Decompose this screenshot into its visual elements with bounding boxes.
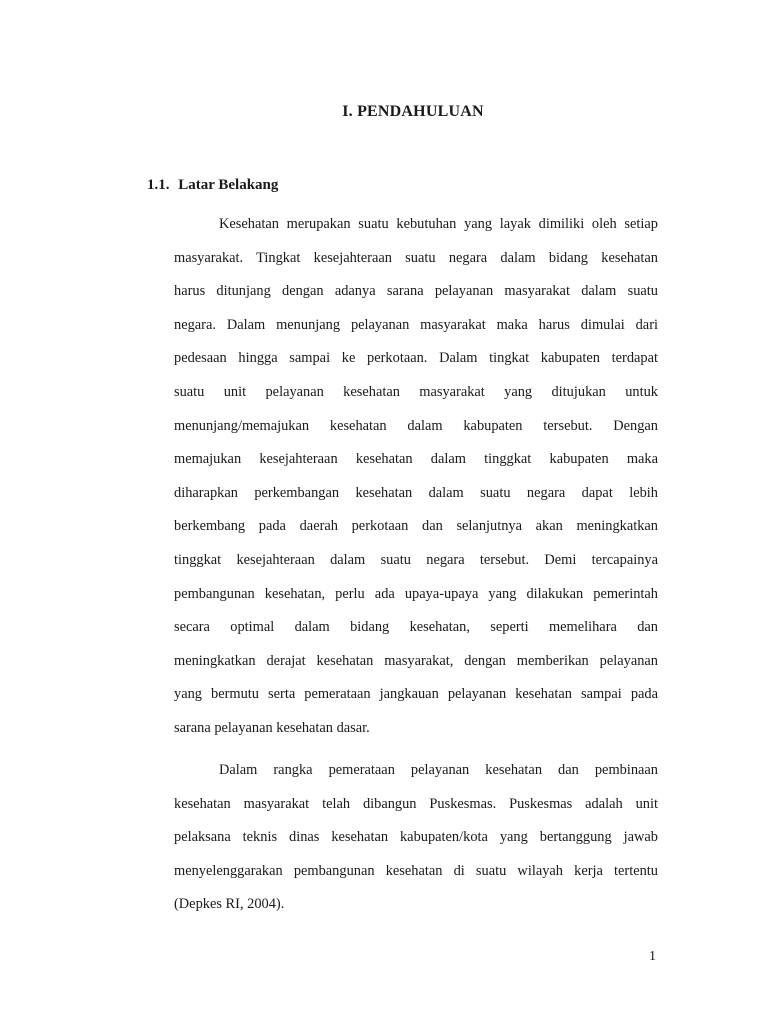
section-title: Latar Belakang [178,177,279,193]
section-number: 1.1. [147,177,170,193]
section-heading [147,177,278,194]
paragraph-line: Dalam rangka pemerataan pelayanan kesehatan dan pembinaan [219,762,658,778]
paragraph-line: (Depkes RI, 2004). [174,896,285,913]
paragraph-line: menunjang/memajukan kesehatan dalam kabupaten tersebut. Dengan [174,417,658,434]
chapter-title: I. PENDAHULUAN [342,103,484,120]
paragraph-line: berkembang pada daerah perkotaan dan selanjutnya akan meningkatkan [174,518,658,535]
paragraph-1 [174,214,658,752]
paragraph-line: pedesaan hingga sampai ke perkotaan. Dalam tingkat kabupaten terdapat [174,350,658,367]
paragraph-line: harus ditunjang dengan adanya sarana pelayanan masyarakat dalam suatu [174,283,658,300]
paragraph-line: memajukan kesejahteraan kesehatan dalam tinggkat kabupaten maka [174,451,658,468]
paragraph-line: secara optimal dalam bidang kesehatan, seperti memelihara dan [174,619,658,636]
paragraph-line: kesehatan masyarakat telah dibangun Puskesmas. Puskesmas adalah unit [174,795,658,812]
paragraph-line: pembangunan kesehatan, perlu ada upaya-upaya yang dilakukan pemerintah [174,585,658,602]
paragraph-line: masyarakat. Tingkat kesejahteraan suatu negara dalam bidang kesehatan [174,249,658,266]
paragraph-line: pelaksana teknis dinas kesehatan kabupaten/kota yang bertanggung jawab [174,829,658,846]
paragraph-line: Kesehatan merupakan suatu kebutuhan yang layak dimiliki oleh setiap [219,216,658,232]
paragraph-line: suatu unit pelayanan kesehatan masyarakat yang ditujukan untuk [174,383,658,400]
paragraph-line: yang bermutu serta pemerataan jangkauan pelayanan kesehatan sampai pada [174,686,658,703]
paragraph-line: menyelenggarakan pembangunan kesehatan di suatu wilayah kerja tertentu [174,862,658,879]
paragraph-line: meningkatkan derajat kesehatan masyarakat, dengan memberikan pelayanan [174,652,658,669]
page-number: 1 [649,949,656,964]
paragraph-line: tinggkat kesejahteraan dalam suatu negara tersebut. Demi tercapainya [174,551,658,568]
paragraph-line: negara. Dalam menunjang pelayanan masyarakat maka harus dimulai dari [174,316,658,333]
paragraph-line: sarana pelayanan kesehatan dasar. [174,719,370,736]
paragraph-line: diharapkan perkembangan kesehatan dalam suatu negara dapat lebih [174,484,658,501]
paragraph-2 [174,760,658,928]
